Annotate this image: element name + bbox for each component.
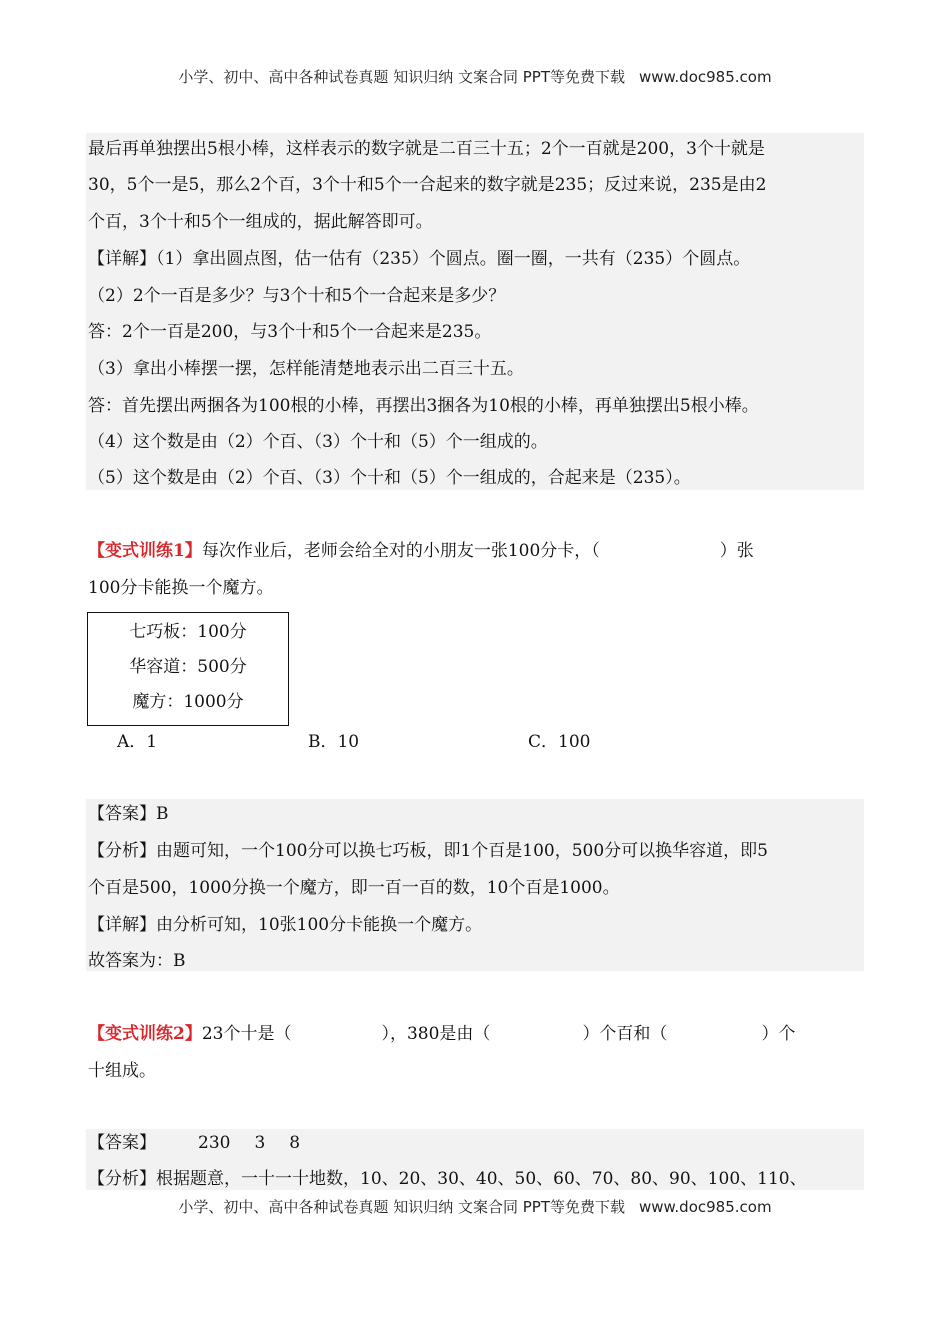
exercise-2-question	[88, 1023, 795, 1045]
header-url[interactable]: www.doc985.com	[638, 68, 772, 86]
text-line: 【详解】（1）拿出圆点图，估一估有（235）个圆点。圈一圈，一共有（235）个圆点。	[88, 249, 751, 269]
price-item: 魔方：1000分	[132, 692, 244, 712]
exercise-2-label: 【变式训练2】	[88, 1024, 202, 1044]
text-line: 故答案为：B	[88, 951, 186, 971]
exercise-1-label: 【变式训练1】	[88, 541, 202, 561]
exercise-2-text-a: 23个十是（	[201, 1024, 292, 1044]
exercise-1-text-a: 每次作业后，老师会给全对的小朋友一张100分卡，（	[201, 541, 600, 561]
text-line: 【分析】由题可知，一个100分可以换七巧板，即1个百是100，500分可以换华容道，即5	[88, 841, 768, 861]
footer-url[interactable]: www.doc985.com	[638, 1198, 772, 1216]
option-b[interactable]: B．10	[308, 732, 360, 752]
text-line: 30，5个一是5，那么2个百，3个十和5个一合起来的数字就是235；反过来说，235是由2	[88, 175, 767, 195]
price-item: 华容道：500分	[129, 657, 247, 677]
text-line: 个百是500，1000分换一个魔方，即一百一百的数，10个百是1000。	[88, 878, 620, 898]
option-a[interactable]: A．1	[117, 732, 158, 752]
exercise-2-question-line2: 十组成。	[88, 1061, 156, 1081]
text-line: （4）这个数是由（2）个百、（3）个十和（5）个一组成的。	[88, 432, 548, 452]
answer-value: 3	[254, 1133, 266, 1153]
text-line: 【答案】B	[88, 804, 169, 824]
exercise-1-question-line2: 100分卡能换一个魔方。	[88, 578, 274, 598]
exercise-1-text-b: ）张	[719, 541, 754, 561]
answer-2-line	[88, 1132, 300, 1154]
exercise-2-text-c: ）个百和（	[582, 1024, 668, 1044]
page-header	[0, 66, 950, 87]
text-line: 答：首先摆出两捆各为100根的小棒，再摆出3捆各为10根的小棒，再单独摆出5根小棒。	[88, 396, 759, 416]
footer-text: 小学、初中、高中各种试卷真题 知识归纳 文案合同 PPT等免费下载	[178, 1198, 625, 1216]
header-text: 小学、初中、高中各种试卷真题 知识归纳 文案合同 PPT等免费下载	[178, 68, 625, 86]
price-item: 七巧板：100分	[129, 622, 247, 642]
text-line: （5）这个数是由（2）个百、（3）个十和（5）个一组成的，合起来是（235）。	[88, 468, 691, 488]
text-line: 答：2个一百是200，与3个十和5个一合起来是235。	[88, 322, 492, 342]
text-line: 最后再单独摆出5根小棒，这样表示的数字就是二百三十五；2个一百就是200，3个十就是	[88, 139, 765, 159]
text-line: （3）拿出小棒摆一摆，怎样能清楚地表示出二百三十五。	[88, 359, 524, 379]
answer-2-label: 【答案】	[88, 1133, 156, 1153]
text-line: 【详解】由分析可知，10张100分卡能换一个魔方。	[88, 915, 483, 935]
option-c[interactable]: C．100	[528, 732, 591, 752]
answer-value: 230	[198, 1133, 231, 1153]
exercise-2-text-d: ）个	[761, 1024, 796, 1044]
exercise-1-question	[88, 540, 754, 562]
page-footer	[0, 1196, 950, 1217]
answer-value: 8	[289, 1133, 301, 1153]
text-line: （2）2个一百是多少？与3个十和5个一合起来是多少？	[88, 286, 506, 306]
answer-2-analysis: 【分析】根据题意，一十一十地数，10、20、30、40、50、60、70、80、90、100、110、	[88, 1169, 807, 1189]
price-box	[87, 612, 289, 726]
text-line: 个百，3个十和5个一组成的，据此解答即可。	[88, 212, 433, 232]
exercise-2-text-b: ），380是由（	[381, 1024, 491, 1044]
